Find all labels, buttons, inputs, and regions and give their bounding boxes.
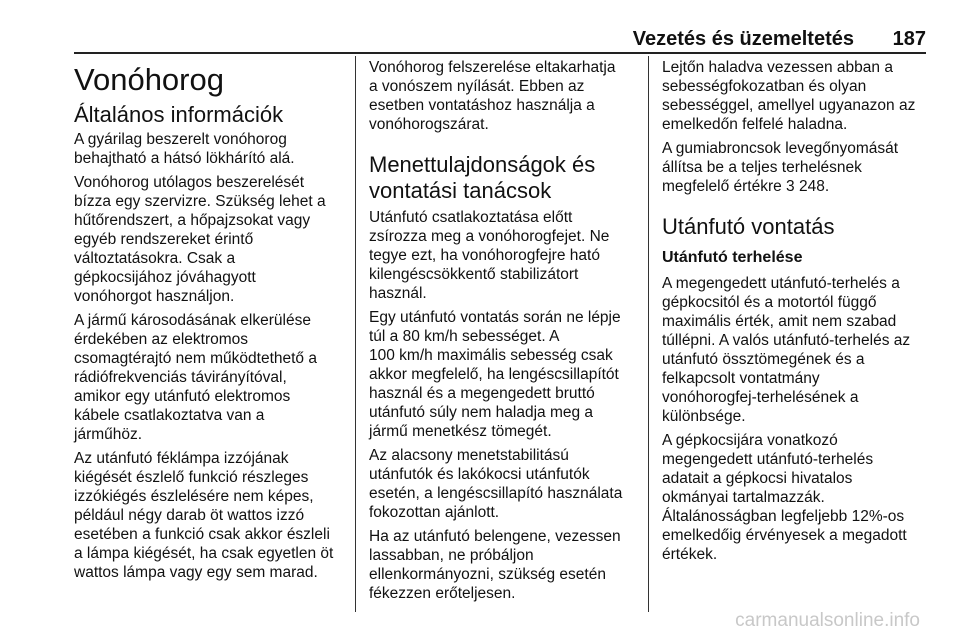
subsection-title: Menettulajdonságok és vontatási tanácsok <box>369 152 596 203</box>
subsection-title: Utánfutó vontatás <box>662 214 835 239</box>
subsubsection-title: Utánfutó terhelése <box>662 249 803 266</box>
section-title: Vonóhorog <box>74 62 224 97</box>
column-3 <box>662 58 930 569</box>
header-rule <box>74 52 926 54</box>
paragraph: A gyárilag beszerelt vonóhorog behajtható a hátsó lökhárító alá. <box>74 131 295 167</box>
paragraph: Utánfutó csatlakoztatása előtt zsírozza meg a vonóhorogfejet. Ne tegye ezt, ha vonóhorogfejre ható kilengéscsökkentő stabilizátort használ. <box>369 209 610 302</box>
paragraph: Az utánfutó féklámpa izzójának kiégését észlelő funkció részleges izzókiégés észlelésére nem képes, például négy darab öt wattos izzó esetében a funkció csak akkor észleli a lámpa kiégését, ha csak egyetlen öt wattos lámpa vagy egy sem marad. <box>74 450 334 581</box>
watermark: carmanualsonline.info <box>735 610 920 631</box>
column-2 <box>369 58 637 608</box>
paragraph: Vonóhorog felszerelése eltakarhatja a vonószem nyílását. Ebben az esetben vontatáshoz használja a vonóhorogszárat. <box>369 59 616 133</box>
page-number: 187 <box>892 28 926 50</box>
paragraph: A gumiabroncsok levegőnyomását állítsa be a teljes terhelésnek megfelelő értékre 3 248. <box>662 140 899 195</box>
paragraph: Az alacsony menetstabilitású utánfutók és lakókocsi utánfutók esetén, a lengéscsillapító használata fokozottan ajánlott. <box>369 447 623 521</box>
header-title: Vezetés és üzemeltetés <box>632 28 854 50</box>
paragraph: Vonóhorog utólagos beszerelését bízza egy szervizre. Szükség lehet a hűtőrendszert, a hőpajzsokat vagy egyéb rendszereket érintő változtatásokra. Csak a gépkocsijához jóváhagyott vonóhorgot használjon. <box>74 174 326 305</box>
paragraph: Ha az utánfutó belengene, vezessen lassabban, ne próbáljon ellenkormányozni, szükség esetén fékezzen erőteljesen. <box>369 528 621 602</box>
paragraph: Egy utánfutó vontatás során ne lépje túl a 80 km/h sebességet. A 100 km/h maximális sebesség csak akkor megfelelő, ha lengéscsillapítót használ és a megengedett bruttó utánfutó súly nem haladja meg a jármű menetkész tömegét. <box>369 309 621 440</box>
column-divider-2 <box>648 56 649 612</box>
page-header <box>74 22 926 54</box>
column-divider-1 <box>355 56 356 612</box>
paragraph: A megengedett utánfutó-terhelés a gépkocsitól és a motortól függő maximális érték, amit nem szabad túllépni. A valós utánfutó-terhelés az utánfutó össztömegének és a felkapcsolt vontatmány vonóhorogfej-terhelésének a különbsége. <box>662 275 911 425</box>
subsection-title: Általános információk <box>74 102 284 127</box>
column-1 <box>74 58 344 587</box>
paragraph: Lejtőn haladva vezessen abban a sebességfokozatban és olyan sebességgel, amellyel ugyanazon az emelkedőn felfelé haladna. <box>662 59 916 133</box>
paragraph: A gépkocsijára vonatkozó megengedett utánfutó-terhelés adatait a gépkocsi hivatalos okmányai tartalmazzák. Általánosságban legfeljebb 12%-os emelkedőig érvényesek a megadott értékek. <box>662 432 907 563</box>
paragraph: A jármű károsodásának elkerülése érdekében az elektromos csomagtérajtó nem működtethető a rádiófrekvenciás távirányítóval, amikor egy utánfutó elektromos kábele csatlakoztatva van a járműhöz. <box>74 312 317 443</box>
